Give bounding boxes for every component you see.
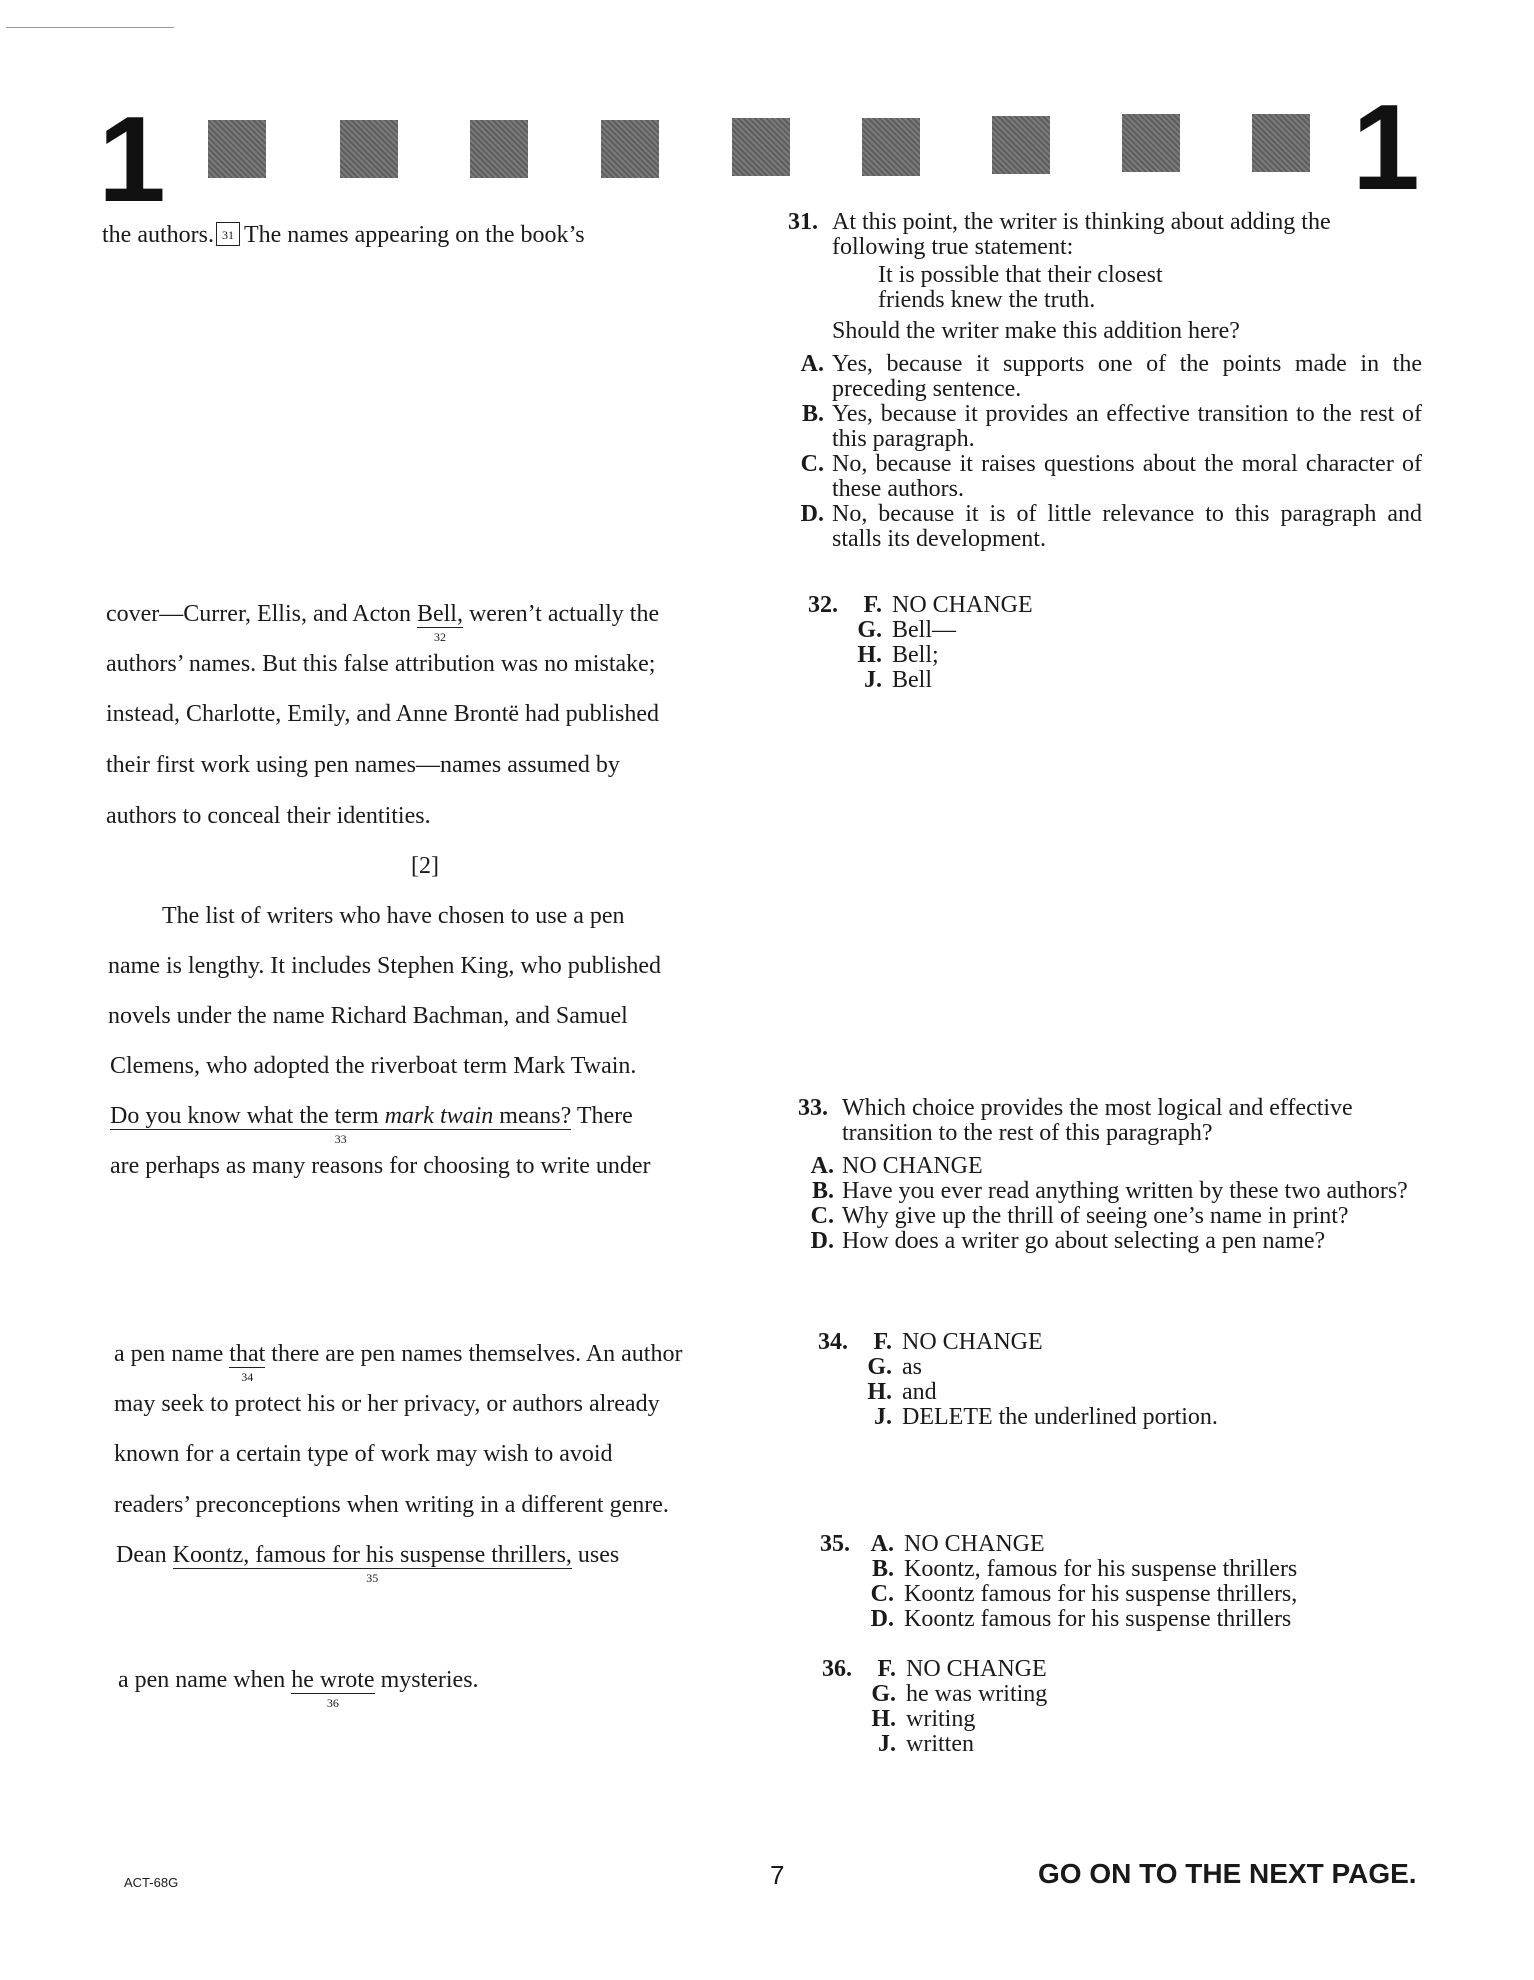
underlined-portion-35[interactable]	[172, 1542, 572, 1586]
answer-option-b[interactable]	[798, 1179, 1432, 1204]
answer-option-c[interactable]	[798, 1204, 1432, 1229]
answer-option-a[interactable]	[798, 1154, 1432, 1179]
passage-line	[106, 601, 660, 645]
section-number-right: 1	[1352, 79, 1420, 215]
answer-option-j[interactable]: Bell	[892, 667, 932, 693]
answer-option-d[interactable]: Koontz famous for his suspense thrillers	[904, 1606, 1292, 1632]
option-letter: F.	[873, 1329, 892, 1355]
passage-text: a pen name when	[118, 1667, 286, 1693]
underlined-portion-33[interactable]	[110, 1103, 572, 1147]
option-letter: G.	[867, 1354, 892, 1380]
section-square	[340, 120, 398, 178]
option-letter: H.	[871, 1706, 896, 1732]
section-square	[862, 118, 920, 176]
option-text: Yes, because it supports one of the points made in the preceding sentence.	[832, 351, 1422, 402]
passage-text: There	[576, 1103, 633, 1129]
passage-text: Dean	[116, 1542, 167, 1568]
option-letter: C.	[810, 1203, 834, 1229]
question-number-36: 36	[326, 1696, 339, 1711]
passage-line	[116, 1542, 620, 1586]
question-stem	[788, 210, 1422, 260]
answer-option-d[interactable]	[798, 1229, 1432, 1254]
question-number: 36.	[822, 1656, 852, 1682]
answer-option-d[interactable]	[788, 502, 1422, 552]
option-letter: C.	[870, 1581, 894, 1607]
answer-option-c[interactable]: Koontz famous for his suspense thrillers,	[904, 1581, 1298, 1607]
section-square	[732, 118, 790, 176]
question-stem	[798, 1096, 1432, 1146]
quoted-statement: It is possible that their closest friends knew the truth.	[878, 262, 1163, 313]
underlined-text: that	[229, 1341, 266, 1367]
question-35	[802, 1532, 1297, 1632]
top-rule	[6, 27, 174, 28]
section-square	[208, 120, 266, 178]
option-text: No, because it raises questions about the moral character of these authors.	[832, 451, 1422, 502]
underlined-text-italic: mark twain	[384, 1103, 494, 1129]
option-letter: A.	[810, 1153, 834, 1179]
answer-option-j[interactable]: written	[906, 1731, 974, 1757]
passage-line: their first work using pen names—names assumed by	[106, 752, 620, 778]
question-36	[804, 1657, 1047, 1757]
passage-line: name is lengthy. It includes Stephen King, who published	[108, 953, 662, 979]
answer-option-g[interactable]: as	[902, 1354, 922, 1380]
section-square	[1252, 114, 1310, 172]
question-31	[788, 210, 1422, 552]
answer-option-h[interactable]: writing	[906, 1706, 976, 1732]
underlined-portion-36[interactable]	[291, 1667, 375, 1711]
option-letter: F.	[877, 1656, 896, 1682]
passage-text: cover—Currer, Ellis, and Acton	[106, 601, 411, 627]
answer-option-b[interactable]	[788, 402, 1422, 452]
question-number: 33.	[798, 1095, 828, 1121]
answer-option-f[interactable]: NO CHANGE	[892, 592, 1033, 618]
answer-option-h[interactable]: and	[902, 1379, 937, 1405]
section-number-left: 1	[98, 91, 166, 227]
question-text: At this point, the writer is thinking about adding the following true statement:	[832, 209, 1331, 260]
section-square	[470, 120, 528, 178]
section-square	[992, 116, 1050, 174]
option-text: Have you ever read anything written by these two authors?	[842, 1178, 1408, 1204]
option-text: Yes, because it provides an effective transition to the rest of this paragraph.	[832, 401, 1422, 452]
answer-option-f[interactable]: NO CHANGE	[906, 1656, 1047, 1682]
option-letter: A.	[800, 351, 824, 377]
answer-option-f[interactable]: NO CHANGE	[902, 1329, 1043, 1355]
question-32	[790, 593, 1033, 693]
underlined-text: means?	[493, 1103, 572, 1129]
option-letter: D.	[800, 501, 824, 527]
question-prompt: Should the writer make this addition here?	[832, 318, 1240, 344]
option-letter: G.	[857, 617, 882, 643]
question-33	[798, 1096, 1432, 1254]
question-number-32: 32	[433, 630, 446, 645]
passage-line: known for a certain type of work may wish to avoid	[114, 1441, 613, 1467]
passage-text: weren’t actually the	[468, 601, 660, 627]
passage-line: are perhaps as many reasons for choosing to write under	[110, 1153, 651, 1179]
answer-option-h[interactable]: Bell;	[892, 642, 939, 668]
underlined-text: Koontz, famous for his suspense thrillers,	[172, 1542, 572, 1568]
question-number: 31.	[788, 209, 818, 235]
passage-line: readers’ preconceptions when writing in a different genre.	[114, 1492, 669, 1518]
option-letter: B.	[811, 1178, 834, 1204]
section-square	[1122, 114, 1180, 172]
underlined-text: he wrote	[291, 1667, 375, 1693]
option-letter: F.	[863, 592, 882, 618]
option-text: How does a writer go about selecting a pen name?	[842, 1228, 1326, 1254]
option-letter: B.	[871, 1556, 894, 1582]
underlined-text: Do you know what the term	[110, 1103, 385, 1129]
option-text: No, because it is of little relevance to this paragraph and stalls its development.	[832, 501, 1422, 552]
passage-line: instead, Charlotte, Emily, and Anne Brontë had published	[106, 701, 660, 727]
answer-option-a[interactable]: NO CHANGE	[904, 1531, 1045, 1557]
passage-text: the authors.	[102, 222, 214, 248]
passage-text: mysteries.	[380, 1667, 479, 1693]
answer-options	[798, 1154, 1432, 1254]
option-letter: J.	[878, 1731, 896, 1757]
passage-text: a pen name	[114, 1341, 224, 1367]
passage-line	[114, 1341, 683, 1385]
passage-line: authors to conceal their identities.	[106, 803, 431, 829]
option-letter: H.	[857, 642, 882, 668]
question-number-33: 33	[334, 1132, 347, 1147]
option-text: NO CHANGE	[842, 1153, 983, 1179]
option-letter: A.	[870, 1531, 894, 1557]
passage-text: there are pen names themselves. An author	[271, 1341, 683, 1367]
question-number: 32.	[808, 592, 838, 618]
option-letter: C.	[800, 451, 824, 477]
passage-line	[110, 1103, 633, 1147]
question-number-35: 35	[366, 1571, 379, 1586]
section-square	[601, 120, 659, 178]
passage-line: The list of writers who have chosen to use a pen	[162, 903, 625, 929]
option-letter: D.	[870, 1606, 894, 1632]
underlined-text: Bell,	[416, 601, 463, 627]
passage-text: uses	[577, 1542, 620, 1568]
underlined-portion-34[interactable]	[229, 1341, 266, 1385]
passage-line: authors’ names. But this false attribution was no mistake;	[106, 651, 656, 677]
passage-line: Clemens, who adopted the riverboat term Mark Twain.	[110, 1053, 637, 1079]
option-text: Why give up the thrill of seeing one’s name in print?	[842, 1203, 1349, 1229]
question-34	[800, 1330, 1218, 1430]
answer-option-c[interactable]	[788, 452, 1422, 502]
passage-line	[118, 1667, 479, 1711]
go-on-notice: GO ON TO THE NEXT PAGE.	[1038, 1858, 1417, 1889]
passage-line: novels under the name Richard Bachman, and Samuel	[108, 1003, 628, 1029]
question-number: 35.	[820, 1531, 850, 1557]
paragraph-marker: [2]	[411, 853, 439, 879]
option-letter: H.	[867, 1379, 892, 1405]
question-31-marker[interactable]: 31	[216, 222, 240, 246]
passage-line	[102, 222, 585, 247]
answer-option-j[interactable]: DELETE the underlined portion.	[902, 1404, 1218, 1430]
question-text: Which choice provides the most logical and effective transition to the rest of this paragraph?	[842, 1095, 1353, 1146]
option-letter: J.	[864, 667, 882, 693]
answer-option-b[interactable]: Koontz, famous for his suspense thrillers	[904, 1556, 1298, 1582]
question-number-34: 34	[241, 1370, 254, 1385]
underlined-portion-32[interactable]	[416, 601, 463, 645]
answer-option-g[interactable]: he was writing	[906, 1681, 1048, 1707]
option-letter: G.	[871, 1681, 896, 1707]
question-number: 34.	[818, 1329, 848, 1355]
form-code: ACT-68G	[124, 1875, 179, 1890]
passage-text: The names appearing on the book’s	[243, 222, 585, 248]
answer-option-g[interactable]: Bell—	[892, 617, 956, 643]
option-letter: D.	[810, 1228, 834, 1254]
option-letter: J.	[874, 1404, 892, 1430]
answer-options	[788, 352, 1422, 552]
option-letter: B.	[801, 401, 824, 427]
answer-option-a[interactable]	[788, 352, 1422, 402]
passage-line: may seek to protect his or her privacy, or authors already	[114, 1391, 660, 1417]
page-number: 7	[770, 1860, 785, 1890]
